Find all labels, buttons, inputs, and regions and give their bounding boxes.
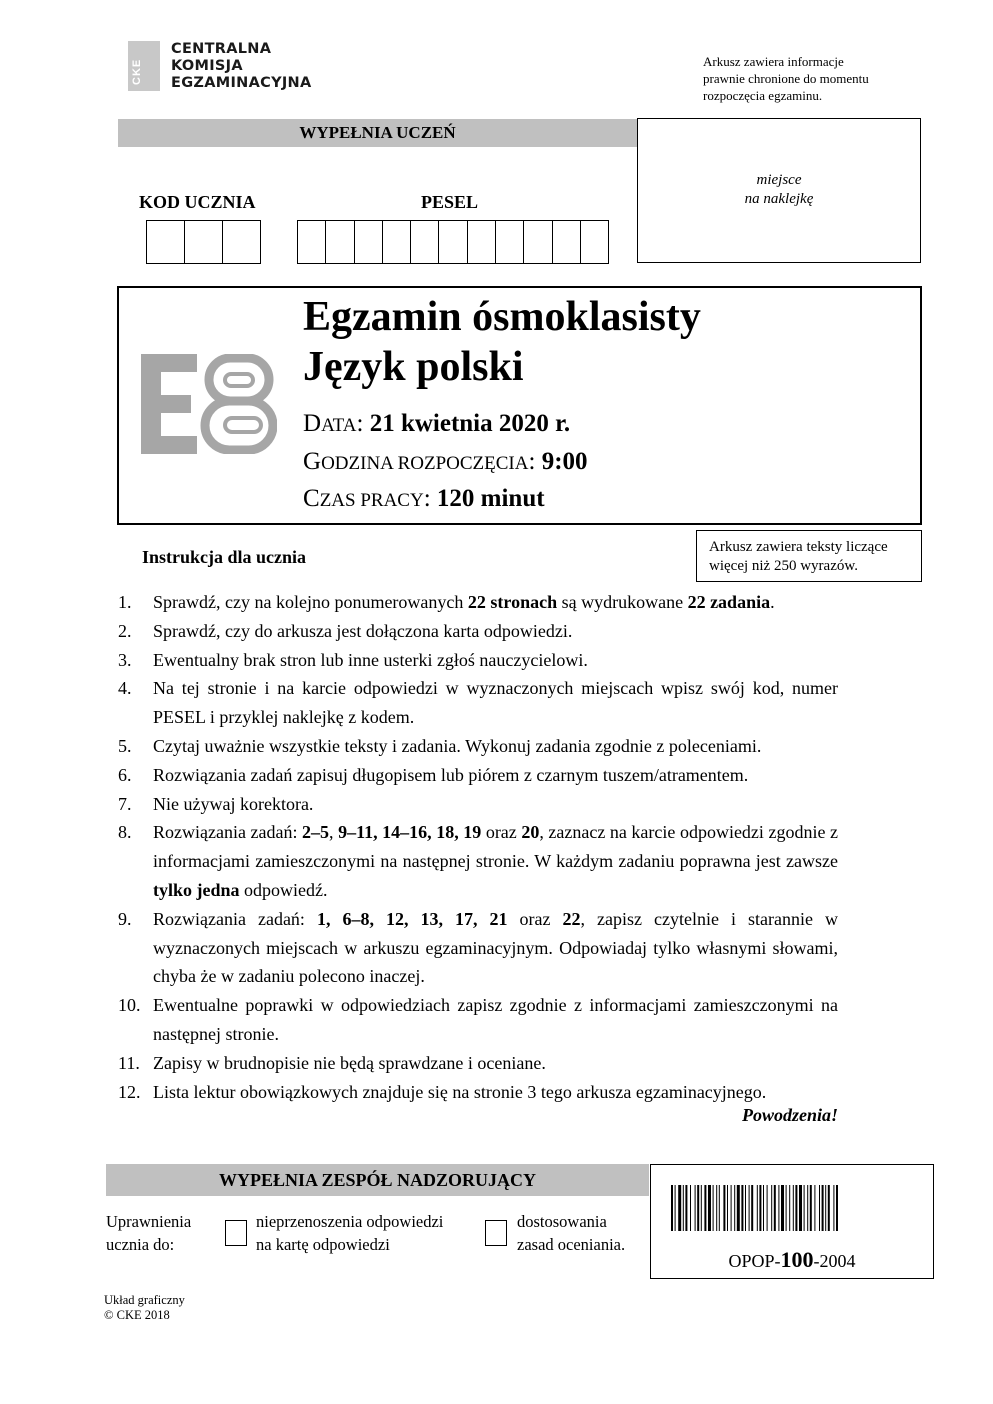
instruction-number: 10. <box>118 995 141 1016</box>
barcode-bar <box>734 1185 735 1231</box>
instruction-number: 8. <box>118 822 132 843</box>
barcode-bar <box>737 1185 740 1231</box>
student-code-label: KOD UCZNIA <box>139 192 256 212</box>
exam-duration-colon: : <box>423 485 431 512</box>
entitlements-label-line-1: Uprawnienia <box>106 1212 192 1231</box>
pesel-box[interactable] <box>411 221 439 263</box>
exam-date-value: 21 kwietnia 2020 r. <box>369 410 571 437</box>
exam-title-line-1: Egzamin ósmoklasisty <box>303 294 701 340</box>
pesel-box[interactable] <box>298 221 326 263</box>
pesel-box[interactable] <box>326 221 354 263</box>
barcode-bar <box>810 1185 812 1231</box>
barcode-box <box>650 1164 934 1279</box>
instruction-text <box>153 588 838 617</box>
e8-logo <box>141 354 277 454</box>
entitlements-label <box>106 1210 191 1256</box>
cke-logo <box>128 40 312 92</box>
supervisor-section-header: WYPEŁNIA ZESPÓŁ NADZORUJĄCY <box>106 1164 649 1196</box>
footer-credits <box>104 1293 185 1323</box>
instruction-item <box>118 991 838 1049</box>
exam-date-colon: : <box>356 410 364 437</box>
instruction-fragment: Rozwiązania zadań zapisuj długopisem lub piórem z czarnym tuszem/atramentem. <box>153 764 749 785</box>
instruction-item <box>118 1078 838 1107</box>
barcode-bar <box>771 1185 772 1231</box>
pesel-box[interactable] <box>383 221 411 263</box>
sheet-code-prefix: OPOP- <box>728 1251 781 1271</box>
barcode-bar <box>804 1185 805 1231</box>
instruction-number: 11. <box>118 1052 140 1073</box>
instruction-emphasis: 20 <box>521 822 540 843</box>
entitlements-label-line-2: ucznia do: <box>106 1235 175 1254</box>
sticker-area <box>637 118 921 263</box>
protected-note <box>703 53 943 104</box>
cke-logo-mark <box>128 41 160 91</box>
instruction-number: 3. <box>118 649 132 670</box>
instruction-fragment: Czytaj uważnie wszystkie teksty i zadania. Wykonuj zadania zgodnie z poleceniami. <box>153 735 762 756</box>
instruction-number: 2. <box>118 620 132 641</box>
barcode-bar <box>713 1185 714 1231</box>
barcode-bar <box>781 1185 784 1231</box>
instruction-number: 12. <box>118 1081 141 1102</box>
instructions-title: Instrukcja dla ucznia <box>142 547 307 567</box>
sheet-code-number: 100 <box>780 1247 814 1272</box>
instruction-fragment: oraz <box>481 822 522 843</box>
instruction-text <box>153 790 838 819</box>
pesel-box[interactable] <box>553 221 581 263</box>
barcode-bar <box>745 1185 746 1231</box>
pesel-label: PESEL <box>421 192 479 212</box>
instruction-fragment: , <box>329 822 339 843</box>
instructions-list <box>118 588 838 1106</box>
barcode-bar <box>814 1185 815 1231</box>
footer-line-2: © CKE 2018 <box>104 1308 170 1322</box>
barcode-bar <box>825 1185 826 1231</box>
barcode-bar <box>675 1185 676 1231</box>
instruction-fragment: . <box>770 592 775 612</box>
instruction-text <box>153 646 838 675</box>
instruction-text <box>153 732 838 761</box>
barcode-bar <box>741 1185 743 1231</box>
barcode-bar <box>678 1185 681 1231</box>
barcode-bar <box>719 1185 720 1231</box>
instruction-text <box>153 905 838 991</box>
barcode-bar <box>799 1185 802 1231</box>
barcode-bar <box>695 1185 696 1231</box>
cke-logo-text <box>171 41 312 92</box>
exam-start-value: 9:00 <box>541 448 588 475</box>
exam-duration <box>303 485 545 513</box>
word-count-note <box>696 530 922 582</box>
instruction-fragment: są wydrukowane <box>557 592 688 612</box>
student-code-box[interactable] <box>147 221 185 263</box>
protected-note-line-3: rozpoczęcia egzaminu. <box>703 88 823 103</box>
instruction-emphasis: 22 stronach <box>467 592 558 612</box>
barcode-bar <box>807 1185 808 1231</box>
barcode-bar <box>704 1185 706 1231</box>
instruction-fragment: Ewentualne poprawki w odpowiedziach zapisz zgodnie z informacjami zamieszczonymi na następnej stronie. <box>153 995 838 1044</box>
barcode-bar <box>767 1185 768 1231</box>
barcode-bar <box>716 1185 717 1231</box>
instruction-text <box>153 761 838 790</box>
barcode-bar <box>763 1185 764 1231</box>
student-code-box[interactable] <box>185 221 223 263</box>
exam-start-label-initial: G <box>303 448 322 475</box>
instruction-item <box>118 818 838 904</box>
exam-duration-label-initial: C <box>303 485 320 512</box>
instruction-number: 5. <box>118 735 132 756</box>
adjusted-grading-option-label <box>517 1210 625 1256</box>
instruction-text <box>153 674 838 732</box>
student-code-field[interactable] <box>146 220 261 264</box>
exam-start-label-rest: ODZINA ROZPOCZĘCIA <box>321 453 529 474</box>
instruction-fragment: Na tej stronie i na karcie odpowiedzi w wyznaczonych miejscach wpisz swój kod, numer PESEL i przyklej naklejkę z kodem. <box>153 678 838 728</box>
adjusted-grading-label-line-2: zasad oceniania. <box>517 1235 626 1254</box>
exam-duration-label-rest: ZAS PRACY <box>319 490 424 511</box>
no-transfer-label-line-2: na kartę odpowiedzi <box>256 1235 390 1254</box>
pesel-box[interactable] <box>355 221 383 263</box>
barcode-bar <box>793 1185 794 1231</box>
instruction-item <box>118 617 838 646</box>
instruction-number: 1. <box>118 592 132 612</box>
pesel-field[interactable] <box>297 220 609 264</box>
pesel-box[interactable] <box>468 221 496 263</box>
instruction-fragment: odpowiedź. <box>239 879 328 900</box>
barcode-bar <box>683 1185 684 1231</box>
instruction-fragment: Lista lektur obowiązkowych znajduje się na stronie 3 tego arkusza egzaminacyjnego. <box>153 1081 767 1102</box>
instruction-fragment: Nie używaj korektora. <box>153 793 314 814</box>
instruction-fragment: Sprawdź, czy na kolejno ponumerowanych <box>153 592 468 612</box>
sticker-label-1: miejsce <box>756 172 802 188</box>
cke-logo-mark-text: CKE <box>131 58 143 85</box>
instruction-item <box>118 732 838 761</box>
barcode-bar <box>833 1185 834 1231</box>
pesel-box[interactable] <box>524 221 552 263</box>
adjusted-grading-label-line-1: dostosowania <box>517 1212 607 1231</box>
sticker-label-2: na naklejkę <box>744 191 814 207</box>
barcode-bar <box>727 1185 728 1231</box>
instruction-fragment: Sprawdź, czy do arkusza jest dołączona karta odpowiedzi. <box>153 620 573 641</box>
barcode-bar <box>685 1185 687 1231</box>
exam-title <box>303 292 701 392</box>
barcode-bar <box>836 1185 838 1231</box>
instruction-fragment: Rozwiązania zadań: <box>153 908 317 929</box>
instruction-text <box>153 1078 838 1107</box>
word-note-line-1: Arkusz zawiera teksty liczące <box>709 539 888 555</box>
barcode-bar <box>731 1185 732 1231</box>
instruction-item <box>118 646 838 675</box>
sheet-code <box>651 1247 933 1273</box>
instruction-number: 6. <box>118 764 132 785</box>
barcode-bar <box>751 1185 753 1231</box>
exam-date-label-rest: ATA <box>321 415 357 436</box>
instruction-number: 4. <box>118 678 132 699</box>
instruction-emphasis: 9–11, 14–16, 18, 19 <box>338 822 482 843</box>
barcode-bar <box>822 1185 824 1231</box>
barcode-bar <box>795 1185 797 1231</box>
logo-line-3: EGZAMINACYJNA <box>171 74 312 91</box>
no-transfer-label-line-1: nieprzenoszenia odpowiedzi <box>256 1212 444 1231</box>
good-luck-text: Powodzenia! <box>741 1105 838 1125</box>
barcode-bar <box>690 1185 691 1231</box>
instruction-emphasis: 22 <box>562 908 581 929</box>
exam-start-time <box>303 448 588 476</box>
barcode-bar <box>828 1185 830 1231</box>
protected-note-line-1: Arkusz zawiera informacje <box>703 54 844 69</box>
pesel-box[interactable] <box>439 221 467 263</box>
pesel-box[interactable] <box>581 221 609 263</box>
logo-line-2: KOMISJA <box>171 57 243 74</box>
footer-line-1: Układ graficzny <box>104 1293 185 1307</box>
barcode-bar <box>757 1185 758 1231</box>
protected-note-line-2: prawnie chronione do momentu <box>703 71 869 86</box>
instruction-text <box>153 617 838 646</box>
barcode-image <box>671 1185 915 1231</box>
barcode-bar <box>708 1185 711 1231</box>
barcode-bar <box>723 1185 725 1231</box>
student-section-header: WYPEŁNIA UCZEŃ <box>118 119 637 147</box>
instruction-item <box>118 790 838 819</box>
no-transfer-option-label <box>256 1210 443 1256</box>
instruction-emphasis: 2–5 <box>302 822 330 843</box>
instruction-text <box>153 991 838 1049</box>
exam-info-box <box>117 286 922 525</box>
logo-line-1: CENTRALNA <box>171 40 272 57</box>
exam-date <box>303 410 570 438</box>
instruction-item <box>118 905 838 991</box>
instruction-fragment: Rozwiązania zadań: <box>153 822 303 843</box>
barcode-bar <box>819 1185 820 1231</box>
adjusted-grading-checkbox[interactable] <box>485 1220 507 1246</box>
sheet-code-suffix: -2004 <box>813 1251 856 1271</box>
instruction-item <box>118 761 838 790</box>
instruction-emphasis: tylko jedna <box>153 879 240 900</box>
instruction-fragment: Ewentualny brak stron lub inne usterki zgłoś nauczycielowi. <box>153 649 588 670</box>
barcode-bar <box>671 1185 673 1231</box>
instruction-item <box>118 1049 838 1078</box>
instruction-text <box>153 818 838 904</box>
instruction-text <box>153 1049 838 1078</box>
instruction-emphasis: 22 zadania <box>687 592 771 612</box>
instruction-fragment: , zapisz czytelnie i starannie w wyznaczonych miejscach w arkuszu egzaminacyjnym. Odpowiadaj tylko własnymi słowami, chyba że w zadaniu polecono inaczej. <box>153 908 839 987</box>
pesel-box[interactable] <box>496 221 524 263</box>
exam-start-colon: : <box>528 448 536 475</box>
barcode-bar <box>749 1185 750 1231</box>
instruction-item <box>118 588 838 617</box>
barcode-bar <box>789 1185 790 1231</box>
barcode-bar <box>759 1185 761 1231</box>
instruction-number: 9. <box>118 908 132 929</box>
barcode-bar <box>697 1185 699 1231</box>
no-transfer-checkbox[interactable] <box>225 1220 247 1246</box>
exam-date-label-initial: D <box>303 410 322 437</box>
instruction-number: 7. <box>118 793 132 814</box>
word-note-line-2: więcej niż 250 wyrazów. <box>709 558 858 574</box>
barcode-bar <box>786 1185 787 1231</box>
student-code-box[interactable] <box>223 221 261 263</box>
instruction-fragment: oraz <box>507 908 563 929</box>
barcode-bar <box>778 1185 779 1231</box>
instruction-item <box>118 674 838 732</box>
instruction-fragment: Zapisy w brudnopisie nie będą sprawdzane i oceniane. <box>153 1052 546 1073</box>
barcode-bar <box>774 1185 776 1231</box>
exam-duration-value: 120 minut <box>436 485 545 512</box>
exam-subject: Język polski <box>303 344 524 390</box>
instruction-fragment: , zaznacz na karcie odpowiedzi zgodnie z informacjami zamieszczonymi na następnej stronie. W każdym zadaniu poprawna jest zawsze <box>153 822 838 872</box>
instruction-emphasis: 1, 6–8, 12, 13, 17, 21 <box>316 908 508 929</box>
barcode-bar <box>701 1185 702 1231</box>
